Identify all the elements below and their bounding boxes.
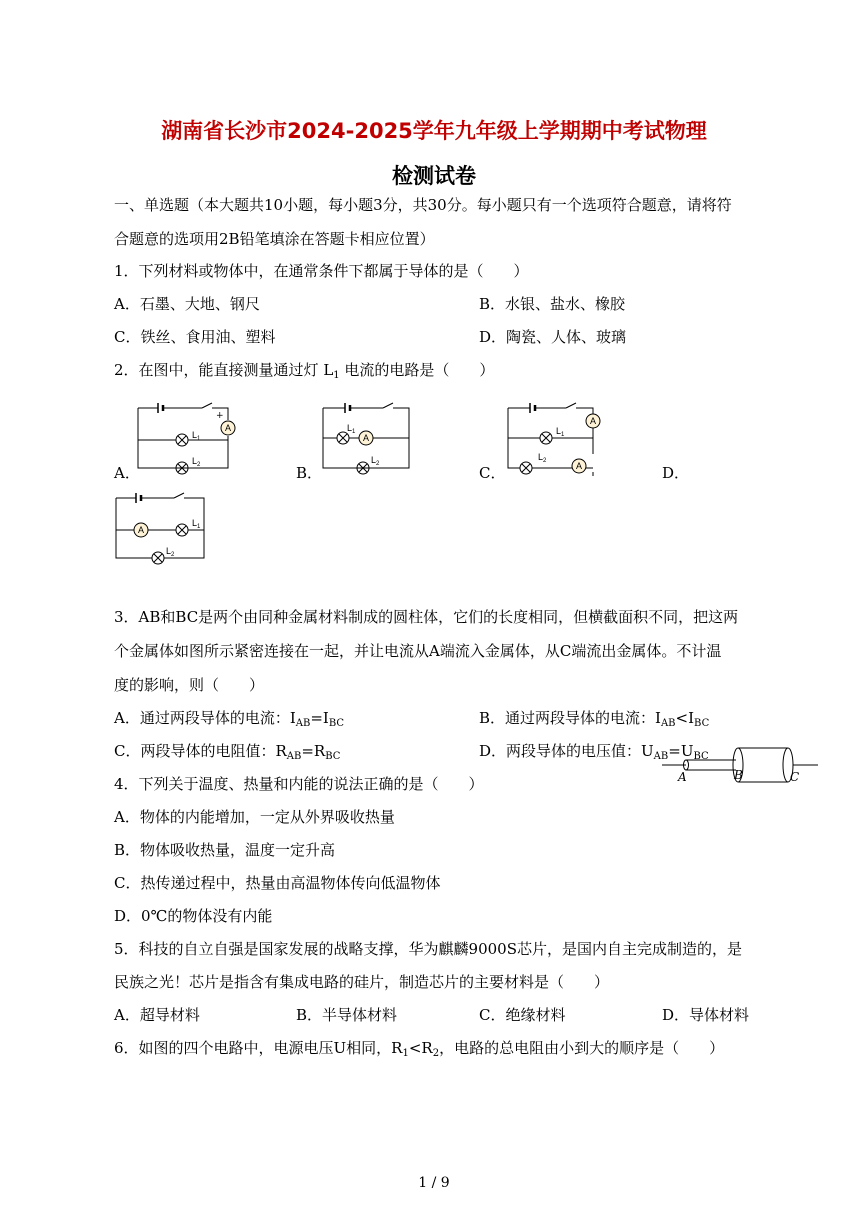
q4-option-a: A．物体的内能增加，一定从外界吸收热量 — [114, 808, 395, 826]
svg-text:L2: $L_2$ — [192, 456, 201, 468]
q5-option-a: A．超导材料 — [114, 1006, 200, 1024]
q5-option-d: D．导体材料 — [662, 1006, 750, 1024]
svg-text:L1: $L_1$ — [556, 426, 565, 438]
circuit-diagram-a — [128, 398, 244, 476]
q4-stem: 4．下列关于温度、热量和内能的说法正确的是（ ） — [114, 775, 484, 793]
q2-stem: 2．在图中，能直接测量通过灯 $L_1$ 电流的电路是（ ） — [114, 361, 495, 381]
svg-text:C: C — [790, 770, 800, 784]
svg-text:A: A — [678, 770, 687, 784]
svg-text:B: B — [734, 768, 743, 782]
svg-text:A: A — [576, 461, 583, 471]
q1-option-d: D．陶瓷、人体、玻璃 — [479, 328, 627, 346]
q4-option-c: C．热传递过程中，热量由高温物体传向低温物体 — [114, 874, 441, 892]
q5-option-c: C．绝缘材料 — [479, 1006, 566, 1024]
doc-title-line2: 检测试卷 — [392, 164, 476, 188]
svg-text:+: + — [216, 411, 224, 421]
conductor-figure — [660, 744, 820, 788]
q2-option-d-label: D． — [662, 464, 690, 482]
q4-option-d: D．0℃的物体没有内能 — [114, 907, 273, 925]
q1-option-b: B．水银、盐水、橡胶 — [479, 295, 626, 313]
q5-stem-line2: 民族之光！芯片是指含有集成电路的硅片，制造芯片的主要材料是（ ） — [114, 973, 610, 991]
svg-text:A: A — [590, 416, 597, 426]
q1-stem: 1．下列材料或物体中，在通常条件下都属于导体的是（ ） — [114, 262, 529, 280]
section-instructions-line1: 一、单选题（本大题共10小题，每小题3分，共30分。每小题只有一个选项符合题意，请将符 — [114, 196, 732, 214]
q2-option-a-label: A． — [114, 464, 140, 482]
q5-option-b: B．半导体材料 — [296, 1006, 398, 1024]
q3-stem-line1: 3．AB和BC是两个由同种金属材料制成的圆柱体，它们的长度相同，但横截面积不同，把这两 — [114, 608, 739, 626]
circuit-diagram-c — [498, 398, 608, 476]
q3-option-d: D．两段导体的电压值：$U_{AB}=U_{BC}$ — [479, 742, 709, 762]
svg-text:L2: $L_2$ — [371, 455, 380, 467]
page-number: 1 / 9 — [418, 1175, 450, 1191]
circuit-diagram-b — [313, 398, 419, 476]
q3-stem-line2: 个金属体如图所示紧密连接在一起，并让电流从A端流入金属体，从C端流出金属体。不计温 — [114, 642, 722, 660]
doc-title-line1: 湖南省长沙市2024-2025学年九年级上学期期中考试物理 — [161, 119, 707, 143]
q3-option-b: B．通过两段导体的电流：$I_{AB}<I_{BC}$ — [479, 709, 710, 729]
q4-option-b: B．物体吸收热量，温度一定升高 — [114, 841, 336, 859]
q6-stem: 6．如图的四个电路中，电源电压U相同，$R_1<R_2$，电路的总电阻由小到大的顺序是（ ） — [114, 1039, 725, 1059]
svg-text:A: A — [138, 525, 145, 535]
q3-stem-line3: 度的影响，则（ ） — [114, 676, 265, 694]
q3-option-a: A．通过两段导体的电流：$I_{AB}=I_{BC}$ — [114, 709, 345, 729]
q3-option-c: C．两段导体的电阻值：$R_{AB}=R_{BC}$ — [114, 742, 341, 762]
q2-option-b-label: B． — [296, 464, 323, 482]
svg-text:L1: $L_1$ — [192, 430, 201, 442]
q1-option-c: C．铁丝、食用油、塑料 — [114, 328, 276, 346]
svg-text:A: A — [363, 433, 370, 443]
q1-option-a: A．石墨、大地、钢尺 — [114, 295, 260, 313]
svg-text:L1: $L_1$ — [347, 423, 356, 435]
section-instructions-line2: 合题意的选项用2B铅笔填涂在答题卡相应位置） — [114, 230, 435, 248]
q5-stem-line1: 5．科技的自立自强是国家发展的战略支撑，华为麒麟9000S芯片，是国内自主完成制造的，是 — [114, 940, 742, 958]
circuit-diagram-d — [112, 488, 214, 568]
svg-text:L1: $L_1$ — [192, 518, 201, 530]
q2-option-c-label: C． — [479, 464, 506, 482]
svg-text:L2: $L_2$ — [166, 546, 175, 558]
svg-text:A: A — [225, 423, 232, 433]
svg-text:L2: $L_2$ — [538, 452, 547, 464]
